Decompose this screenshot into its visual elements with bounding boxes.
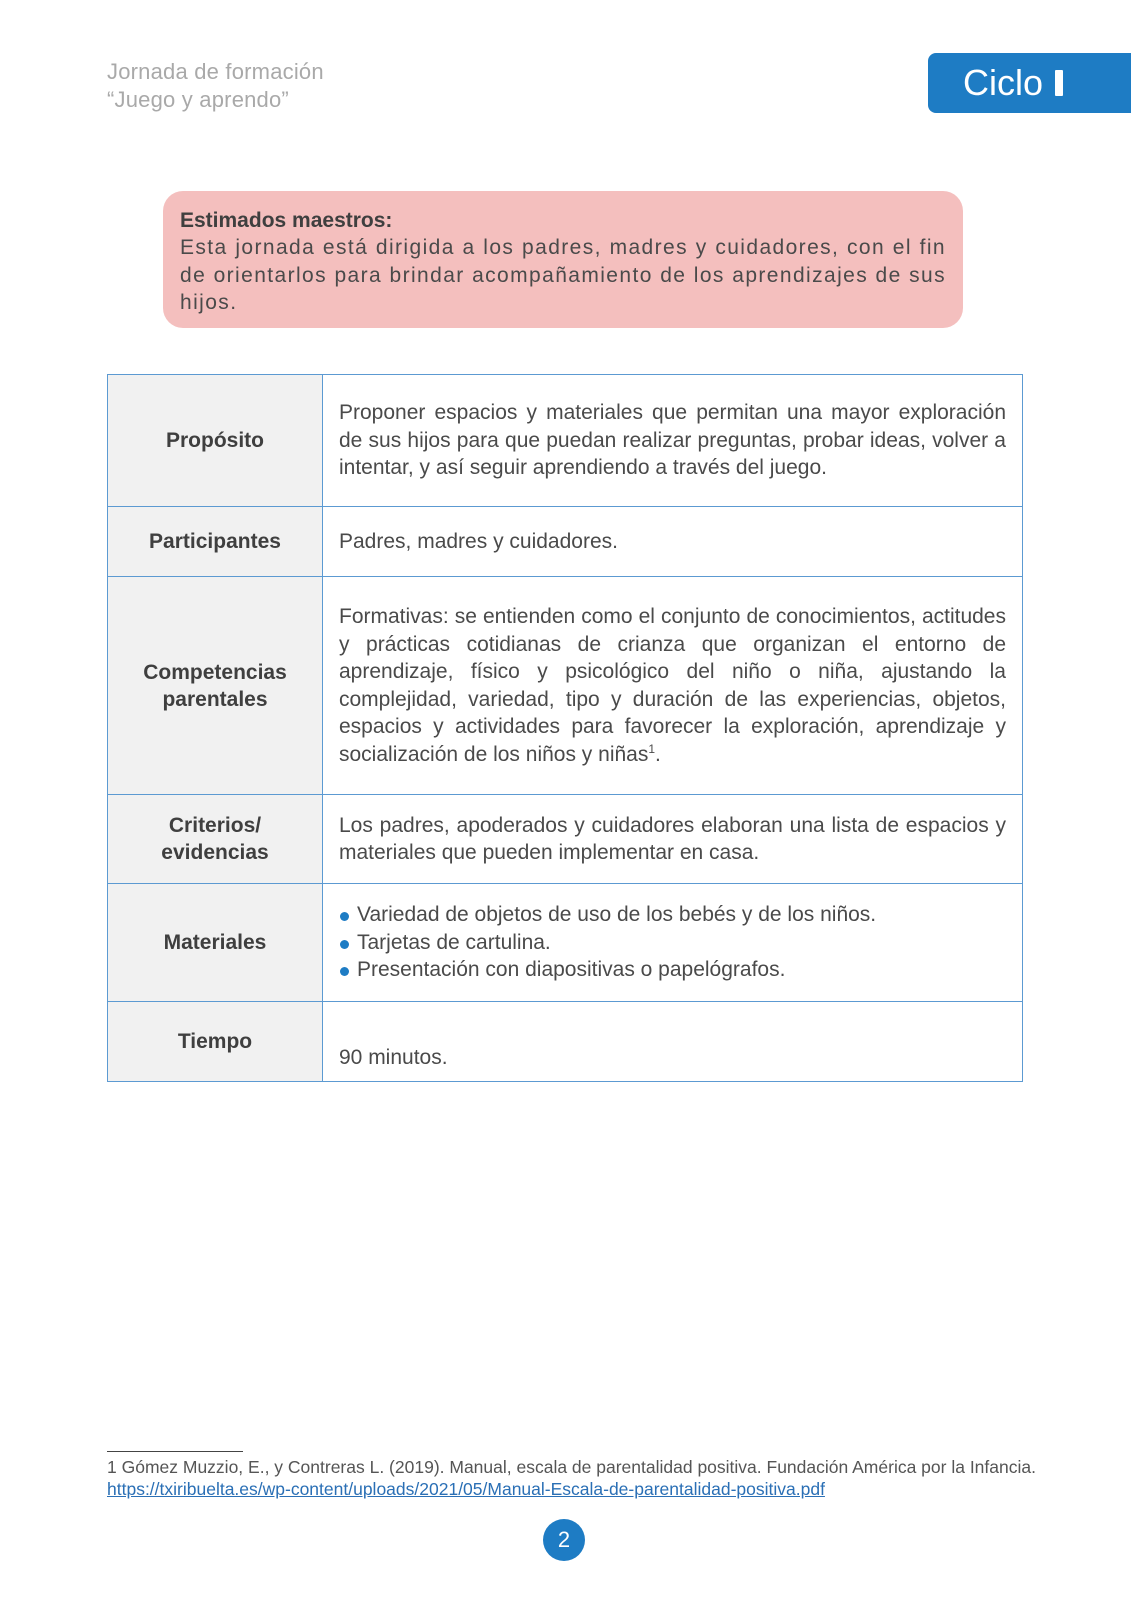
label-tiempo: Tiempo: [108, 1002, 323, 1082]
tiempo-text: 90 minutos.: [339, 1045, 448, 1069]
competencias-text: Formativas: se entienden como el conjunto de conocimientos, actitudes y prácticas cotidianas de crianza que organizan el entorno de aprendizaje, físico y psicológico del niño o niña, ajustando la complejidad, variedad, tipo y duración de las experiencias, objetos, espacios y actividades para favorecer la exploración, aprendizaje y socialización de los niños y niñas: [339, 605, 1006, 766]
value-tiempo: [323, 1002, 1023, 1082]
notice-body: Esta jornada está dirigida a los padres, madres y cuidadores, con el fin de orientarlos para brindar acompañamiento de los aprendizajes de sus hijos.: [180, 236, 946, 314]
cycle-roman-one-bar: [1055, 70, 1063, 96]
cycle-badge: [928, 53, 1131, 113]
footnote-number: 1: [107, 1457, 117, 1477]
table-row-criterios: [108, 795, 1023, 884]
list-item: Presentación con diapositivas o papelógrafos.: [339, 956, 1006, 984]
footnote-divider: [107, 1451, 243, 1452]
label-competencias: [108, 577, 323, 795]
label-criterios-line-1: Criterios/: [168, 814, 262, 837]
value-criterios: Los padres, apoderados y cuidadores elaboran una lista de espacios y materiales que pueden implementar en casa.: [323, 795, 1023, 884]
table-row-participantes: [108, 507, 1023, 577]
label-criterios: [108, 795, 323, 884]
label-proposito: Propósito: [108, 375, 323, 507]
footnote: [107, 1456, 1037, 1500]
session-info-table: [107, 374, 1023, 1082]
table-row-competencias: [108, 577, 1023, 795]
footnote-link[interactable]: https://txiribuelta.es/wp-content/uploads/2021/05/Manual-Escala-de-parentalidad-positiva.pdf: [107, 1479, 825, 1499]
footnote-ref: 1: [648, 741, 656, 756]
footnote-text: Gómez Muzzio, E., y Contreras L. (2019). Manual, escala de parentalidad positiva. Fundación América por la Infancia.: [121, 1457, 1036, 1477]
list-item: Variedad de objetos de uso de los bebés y de los niños.: [339, 901, 1006, 929]
cycle-label: Ciclo: [963, 62, 1044, 103]
teacher-notice-box: [163, 191, 963, 328]
competencias-text-end: .: [655, 742, 661, 766]
table-row-tiempo: [108, 1002, 1023, 1082]
list-item: Tarjetas de cartulina.: [339, 929, 1006, 957]
label-participantes: Participantes: [108, 507, 323, 577]
page-number-badge: 2: [543, 1519, 585, 1561]
materials-list: [339, 901, 1006, 984]
header-line-1: Jornada de formación: [107, 59, 324, 84]
label-criterios-line-2: evidencias: [161, 841, 269, 864]
value-materiales: [323, 884, 1023, 1002]
document-header: [107, 58, 324, 114]
label-competencias-line-1: Competencias: [143, 660, 287, 684]
label-materiales: Materiales: [108, 884, 323, 1002]
label-competencias-line-2: parentales: [162, 687, 268, 711]
value-participantes: Padres, madres y cuidadores.: [323, 507, 1023, 577]
notice-title: Estimados maestros:: [180, 209, 393, 232]
value-competencias: [323, 577, 1023, 795]
table-row-materiales: [108, 884, 1023, 1002]
header-line-2: “Juego y aprendo”: [107, 87, 289, 112]
value-proposito: Proponer espacios y materiales que permitan una mayor exploración de sus hijos para que puedan realizar preguntas, probar ideas, volver a intentar, y así seguir aprendiendo a través del juego.: [323, 375, 1023, 507]
table-row-proposito: [108, 375, 1023, 507]
